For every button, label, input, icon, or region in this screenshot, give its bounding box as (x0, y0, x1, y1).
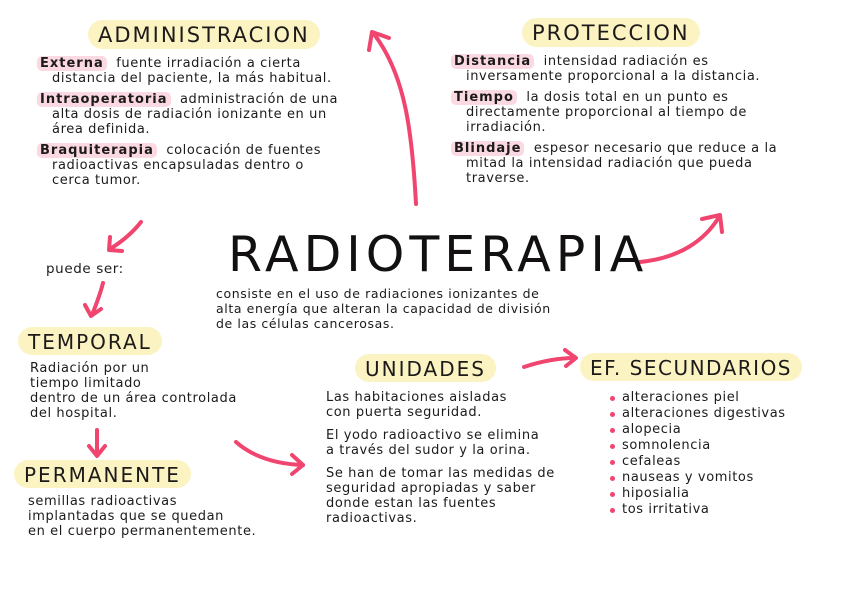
efecto-item: hiposialia (610, 486, 840, 502)
efectos-list (610, 390, 840, 518)
permanente-text: semillas radioactivas implantadas que se quedan en el cuerpo permanentemente. (28, 494, 257, 539)
unidades-text: Las habitaciones aisladas con puerta seguridad. El yodo radioactivo se elimina a través del sudor y la orina. Se han de tomar las medidas de seguridad apropiadas y saber donde estan las fuentes radioactivas. (326, 390, 555, 526)
efecto-item: alopecia (610, 422, 840, 438)
proteccion-item-distancia: Distancia intensidad radiación es inversamente proporcional a la distancia. (454, 54, 839, 84)
permanente-heading: PERMANENTE (14, 460, 191, 488)
arrow-to-proteccion (640, 217, 719, 262)
arrow-to-puede-ser (110, 222, 141, 249)
proteccion-item-tiempo: Tiempo la dosis total en un punto es directamente proporcional al tiempo de irradiación. (454, 90, 839, 135)
efecto-item: tos irritativa (610, 502, 840, 518)
proteccion-heading: PROTECCION (522, 18, 700, 47)
proteccion-list (454, 54, 839, 186)
efectos-heading: EF. SECUNDARIOS (580, 353, 802, 381)
administracion-item-intraoperatoria: Intraoperatoria administración de una alta dosis de radiación ionizante en un área definida. (40, 92, 390, 137)
unidades-heading: UNIDADES (355, 354, 496, 382)
temporal-text: Radiación por un tiempo limitado dentro de un área controlada del hospital. (30, 361, 237, 421)
administracion-item-braquiterapia: Braquiterapia colocación de fuentes radioactivas encapsuladas dentro o cerca tumor. (40, 143, 390, 188)
efecto-item: nauseas y vomitos (610, 470, 840, 486)
term-distancia: Distancia (451, 54, 534, 69)
efecto-item: alteraciones piel (610, 390, 840, 406)
definition: consiste en el uso de radiaciones ionizantes de alta energía que alteran la capacidad de división de las células cancerosas. (216, 286, 551, 331)
efecto-item: cefaleas (610, 454, 840, 470)
administracion-heading: ADMINISTRACION (88, 20, 320, 49)
temporal-heading: TEMPORAL (18, 327, 162, 355)
term-braquiterapia: Braquiterapia (37, 143, 157, 158)
efecto-item: alteraciones digestivas (610, 406, 840, 422)
term-intraoperatoria: Intraoperatoria (37, 92, 171, 107)
term-blindaje: Blindaje (451, 141, 524, 156)
administracion-list (40, 56, 390, 188)
page-title: RADIOTERAPIA (228, 226, 649, 283)
administracion-item-externa: Externa fuente irradiación a cierta distancia del paciente, la más habitual. (40, 56, 390, 86)
term-tiempo: Tiempo (451, 90, 517, 105)
puede-ser-label: puede ser: (46, 261, 124, 277)
proteccion-item-blindaje: Blindaje espesor necesario que reduce a la mitad la intensidad radiación que pueda traverse. (454, 141, 839, 186)
efecto-item: somnolencia (610, 438, 840, 454)
term-externa: Externa (37, 56, 107, 71)
